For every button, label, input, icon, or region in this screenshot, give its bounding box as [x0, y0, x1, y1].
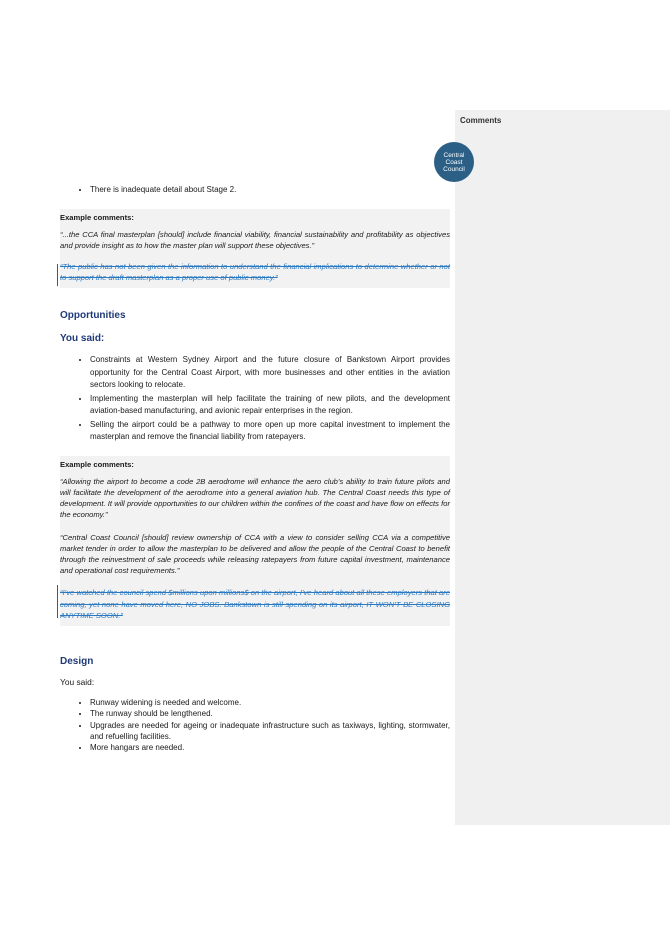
comment-pane: [455, 110, 670, 825]
logo-line-1: Central: [443, 151, 465, 159]
example-comments-heading: Example comments:: [60, 459, 134, 469]
central-coast-council-logo: [434, 142, 474, 182]
revision-bar: [57, 585, 58, 618]
list-item: • The runway should be lengthened.: [90, 708, 450, 719]
example-quote: “Allowing the airport to become a code 2B aerodrome will enhance the aero club’s ability to train future pilots and will facilitate the development of the aerodrome into a general aviation hub. The Central Coast needs this type of development. It will provide opportunities to our children within the confines of the coast and have flow on effects for the economy.”: [60, 476, 450, 520]
example-comments-box: [60, 456, 450, 626]
list-item: • There is inadequate detail about Stage 2.: [90, 184, 450, 197]
opportunities-bullet-list: [60, 354, 450, 444]
logo-line-2: Coast: [445, 158, 463, 166]
section-heading-design: Design: [60, 656, 94, 668]
document-body: [60, 184, 450, 754]
stage-bullet-list: [60, 184, 450, 197]
you-said-heading: You said:: [60, 333, 105, 345]
example-comments-box: [60, 209, 450, 289]
example-quote: “...the CCA final masterplan [should] include financial viability, financial sustainability and profitability as objectives and provide insight as to how the master plan will support these objectives.”: [60, 229, 450, 250]
list-item: • Constraints at Western Sydney Airport and the future closure of Bankstown Airport provides opportunity for the Central Coast Airport, with more businesses and other entities in the aviation sectors looking to relocate.: [90, 354, 450, 392]
deleted-quote: “I’ve watched the council spend $millions upon millions$ on the airport, I’ve heard about all these employers that are coming, yet none have moved here, NO JOBS. Bankstown is still spending on its airport, IT WON’T BE CLOSING ANYTIME SOON.”: [60, 588, 450, 620]
example-comments-heading: Example comments:: [60, 212, 134, 222]
logo-line-3: Council: [443, 165, 465, 173]
list-item: • Selling the airport could be a pathway to more open up more capital investment to implement the masterplan and remove the financial liability from ratepayers.: [90, 419, 450, 444]
design-bullet-list: [60, 697, 450, 753]
list-item: • Upgrades are needed for ageing or inadequate infrastructure such as taxiways, lighting, stormwater, and refuelling facilities.: [90, 720, 450, 743]
deleted-quote: “The public has not been given the information to understand the financial implications to determine whether or not to support the draft masterplan as a proper use of public money.”: [60, 261, 450, 283]
list-item: • More hangars are needed.: [90, 742, 450, 753]
revision-bar: [57, 264, 58, 286]
you-said-label: You said:: [60, 677, 95, 688]
list-item: • Runway widening is needed and welcome.: [90, 697, 450, 708]
example-quote: “Central Coast Council [should] review ownership of CCA with a view to consider selling CCA via a competitive market tender in order to allow the masterplan to be delivered and allow the people of the Central Coast to benefit through the reinvestment of sale proceeds while releasing ratepayers from future capital investment, maintenance and operational cost requirements.”: [60, 532, 450, 576]
list-item: • Implementing the masterplan will help facilitate the training of new pilots, and the development aviation-based manufacturing, and avionic repair enterprises in the region.: [90, 393, 450, 418]
section-heading-opportunities: Opportunities: [60, 310, 126, 322]
comment-pane-title: Comments: [460, 116, 502, 125]
